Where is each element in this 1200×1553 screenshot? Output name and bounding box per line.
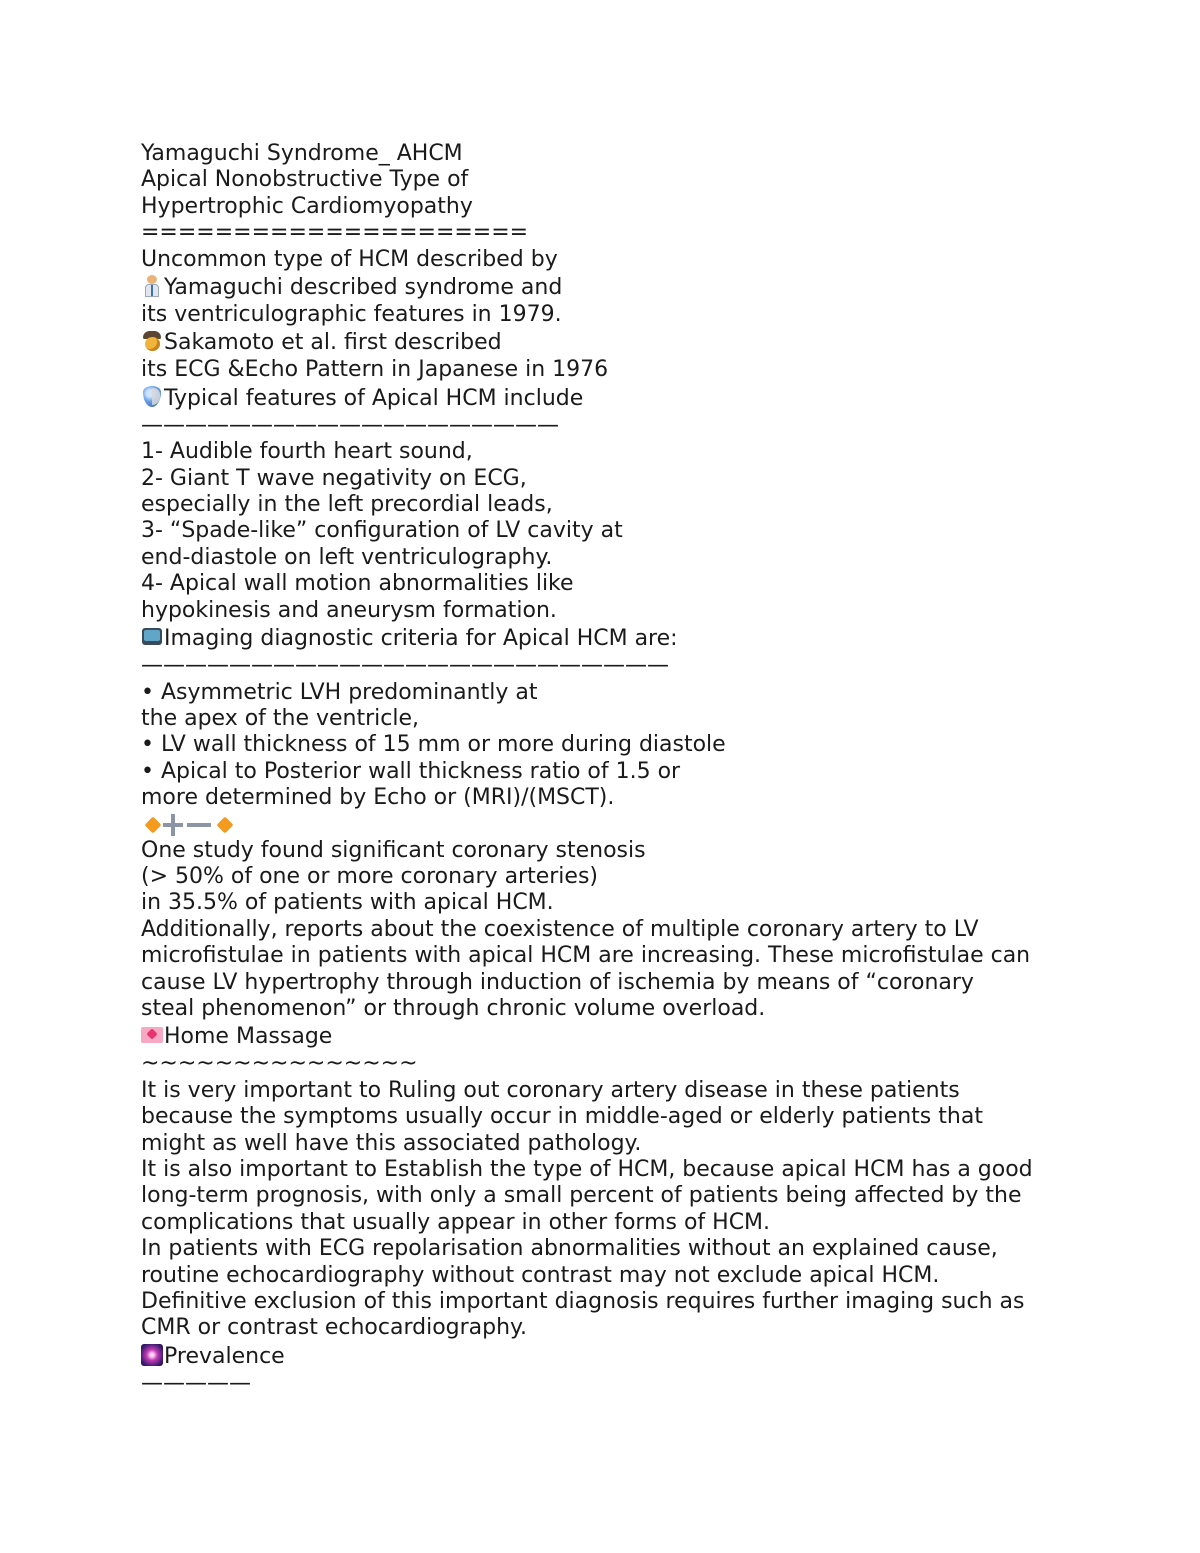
home-heading	[141, 1022, 1081, 1051]
typical-item: end-diastole on left ventriculography.	[141, 544, 553, 570]
sakamoto-line	[141, 328, 1081, 357]
title-line-3: Hypertrophic Cardiomyopathy	[141, 193, 473, 219]
imaging-item: more determined by Echo or (MRI)/(MSCT).	[141, 785, 615, 811]
imaging-item: the apex of the ventricle,	[141, 705, 420, 731]
imaging-item: • LV wall thickness of 15 mm or more during diastole	[141, 732, 726, 758]
imaging-heading	[141, 624, 1081, 653]
home-paragraph-line: routine echocardiography without contrast may not exclude apical HCM.	[141, 1262, 940, 1288]
coronary-line: (> 50% of one or more coronary arteries)	[141, 863, 598, 889]
document-body	[141, 141, 1081, 1397]
plus-icon-vertical	[171, 814, 175, 836]
shield-icon	[141, 386, 163, 408]
typical-item: 1- Audible fourth heart sound,	[141, 439, 473, 465]
yamaguchi-text: Yamaguchi described syndrome and	[164, 275, 563, 301]
coronary-line: Additionally, reports about the coexistence of multiple coronary artery to LV	[141, 916, 979, 942]
typical-heading	[141, 384, 1081, 413]
typical-item: 3- “Spade-like” configuration of LV cavity at	[141, 518, 623, 544]
television-icon	[141, 626, 163, 648]
yamaguchi-line-2: its ventriculographic features in 1979.	[141, 302, 562, 328]
prevalence-rule: —————	[141, 1370, 251, 1396]
orange-diamond-icon	[217, 816, 234, 833]
home-paragraph-line: CMR or contrast echocardiography.	[141, 1315, 527, 1341]
typical-item: 2- Giant T wave negativity on ECG,	[141, 465, 527, 491]
coronary-line: microfistulae in patients with apical HCM are increasing. These microfistulae can	[141, 943, 1031, 969]
title-line-1: Yamaguchi Syndrome_ AHCM	[141, 141, 463, 166]
typical-item: hypokinesis and aneurysm formation.	[141, 597, 557, 623]
coronary-line: in 35.5% of patients with apical HCM.	[141, 890, 554, 916]
prevalence-heading-text: Prevalence	[164, 1343, 285, 1369]
typical-item: 4- Apical wall motion abnormalities like	[141, 571, 574, 597]
minus-icon	[187, 823, 211, 827]
sakamoto-line-2: its ECG &Echo Pattern in Japanese in 1976	[141, 357, 609, 383]
home-paragraph-line: because the symptoms usually occur in middle-aged or elderly patients that	[141, 1104, 983, 1130]
home-paragraph-line: long-term prognosis, with only a small percent of patients being affected by the	[141, 1183, 1022, 1209]
home-heading-text: Home Massage	[164, 1024, 333, 1050]
home-paragraph-line: might as well have this associated pathology.	[141, 1130, 642, 1156]
home-paragraph-line: It is also important to Establish the type of HCM, because apical HCM has a good	[141, 1157, 1033, 1182]
imaging-item: • Asymmetric LVH predominantly at	[141, 679, 538, 705]
imaging-rule: ————————————————————————	[141, 653, 669, 679]
sakamoto-text: Sakamoto et al. first described	[164, 330, 502, 356]
home-rule: ~~~~~~~~~~~~~~~	[141, 1051, 418, 1077]
intro-line: Uncommon type of HCM described by	[141, 246, 558, 272]
home-paragraph-line: In patients with ECG repolarisation abnormalities without an explained cause,	[141, 1236, 998, 1262]
coronary-line: One study found significant coronary stenosis	[141, 837, 646, 863]
detective-icon	[141, 330, 163, 352]
yamaguchi-line	[141, 273, 1081, 302]
imaging-item: • Apical to Posterior wall thickness ratio of 1.5 or	[141, 758, 681, 784]
coronary-line: steal phenomenon” or through chronic volume overload.	[141, 995, 766, 1021]
diamond-plus-minus-diamond-icon	[141, 812, 1081, 838]
prevalence-heading	[141, 1342, 1081, 1371]
imaging-heading-text: Imaging diagnostic criteria for Apical HCM are:	[164, 626, 678, 652]
home-paragraph-line: complications that usually appear in other forms of HCM.	[141, 1209, 771, 1235]
separator-equals: =====================	[141, 220, 529, 246]
home-paragraph-line: It is very important to Ruling out coronary artery disease in these patients	[141, 1077, 960, 1103]
typical-item: especially in the left precordial leads,	[141, 492, 553, 518]
galaxy-icon	[141, 1344, 163, 1366]
title-line-2: Apical Nonobstructive Type of	[141, 167, 469, 193]
coronary-line: cause LV hypertrophy through induction of ischemia by means of “coronary	[141, 969, 974, 995]
home-paragraph-line: Definitive exclusion of this important diagnosis requires further imaging such as	[141, 1289, 1025, 1315]
doctor-icon	[141, 275, 163, 297]
typical-rule: ———————————————————	[141, 412, 559, 438]
typical-heading-text: Typical features of Apical HCM include	[164, 385, 584, 411]
heart-letter-icon	[141, 1024, 163, 1046]
orange-diamond-icon	[145, 816, 162, 833]
